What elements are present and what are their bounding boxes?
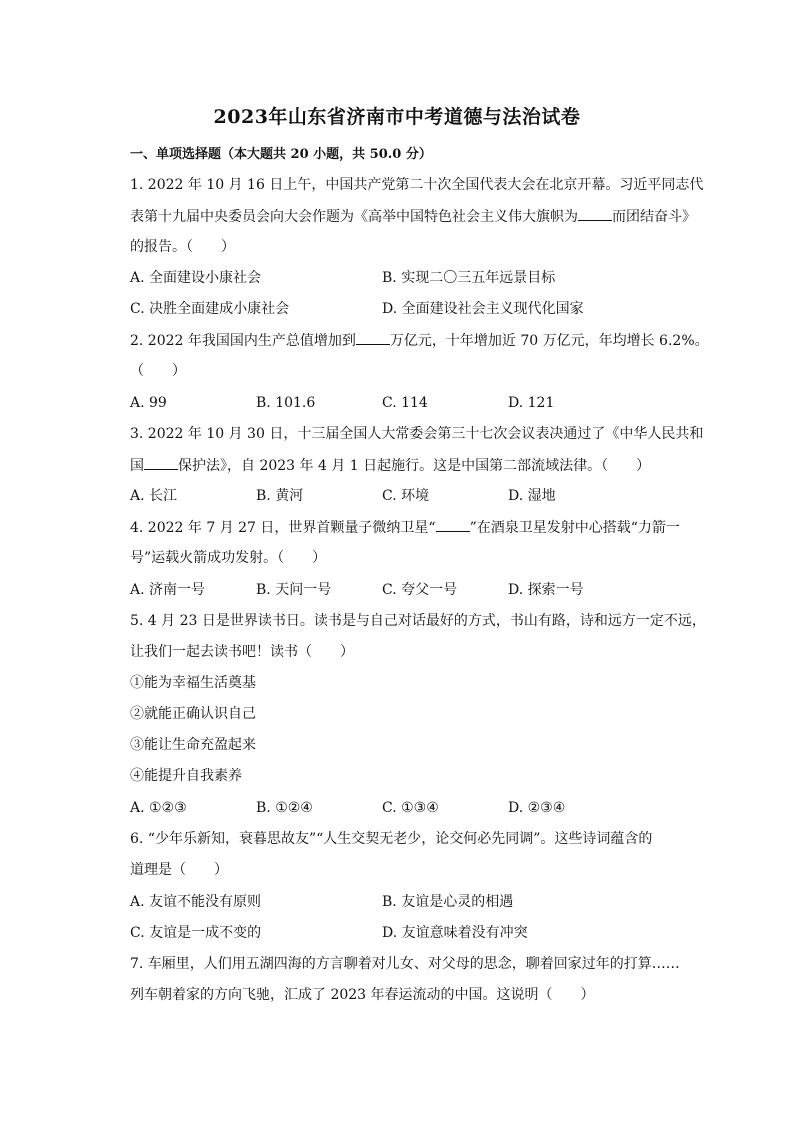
page-title: 2023年山东省济南市中考道德与法治试卷 — [213, 106, 581, 128]
q2-stem-text-b: 万亿元，十年增加近 70 万亿元，年均增长 6.2%。 — [389, 333, 709, 349]
q3-blank — [144, 455, 178, 470]
q5-stem-line1: 5. 4 月 23 日是世界读书日。读书是与自己对话最好的方式，书山有路，诗和远方一定不远， — [130, 613, 706, 629]
q1-stem-text-b: 而团结奋斗》 — [612, 209, 696, 225]
q3-option-c: C. 环境 — [382, 488, 430, 504]
q2-stem-text-a: 2. 2022 年我国国内生产总值增加到 — [130, 333, 356, 349]
q1-option-b: B. 实现二〇三五年远景目标 — [382, 270, 556, 286]
q5-stem-line2: 让我们一起去读书吧！读书（ ） — [130, 644, 354, 660]
q4-option-b: B. 天问一号 — [256, 582, 332, 598]
q1-stem-line2 — [130, 206, 696, 227]
q5-item-4: ④能提升自我素养 — [130, 768, 242, 784]
q2-option-b: B. 101.6 — [256, 395, 316, 411]
q4-stem-line1 — [130, 517, 680, 538]
q5-item-2: ②就能正确认识自己 — [130, 706, 256, 722]
q6-option-a: A. 友谊不能没有原则 — [130, 894, 262, 910]
q1-stem-line3: 的报告。（ ） — [130, 239, 235, 255]
q4-option-d: D. 探索一号 — [508, 582, 584, 598]
q3-stem-line2 — [130, 455, 650, 476]
q5-option-c: C. ①③④ — [382, 800, 439, 816]
q3-option-a: A. 长江 — [130, 488, 178, 504]
q5-item-3: ③能让生命充盈起来 — [130, 737, 256, 753]
q4-stem-text-b: ”在酒泉卫星发射中心搭载“力箭一 — [469, 520, 680, 536]
q3-stem-line1: 3. 2022 年 10 月 30 日，十三届全国人大常委会第三十七次会议表决通过了《中华人民共和 — [130, 426, 704, 442]
q2-option-d: D. 121 — [508, 395, 555, 411]
q2-blank — [356, 330, 390, 345]
q2-option-a: A. 99 — [130, 395, 167, 411]
q6-stem-line2: 道理是（ ） — [130, 862, 228, 878]
section-heading: 一、单项选择题（本大题共 20 小题，共 50.0 分） — [130, 147, 432, 162]
q5-option-a: A. ①②③ — [130, 800, 187, 816]
q4-blank — [436, 517, 470, 532]
q1-stem-text-a: 表第十九届中央委员会向大会作题为《高举中国特色社会主义伟大旗帜为 — [130, 209, 578, 225]
q6-option-c: C. 友谊是一成不变的 — [130, 925, 262, 941]
q1-blank — [578, 206, 612, 221]
q5-item-1: ①能为幸福生活奠基 — [130, 675, 256, 691]
q7-stem-line1: 7. 车厢里，人们用五湖四海的方言聊着对儿女、对父母的思念，聊着回家过年的打算…… — [130, 956, 680, 972]
q2-stem-line2: （ ） — [130, 363, 186, 379]
q3-stem-text-b: 保护法》，自 2023 年 4 月 1 日起施行。这是中国第二部流域法律。（ ） — [178, 458, 651, 474]
q4-stem-text-a: 4. 2022 年 7 月 27 日，世界首颗量子微纳卫星“ — [130, 520, 436, 536]
q1-option-d: D. 全面建设社会主义现代化国家 — [382, 301, 584, 317]
q3-stem-text-a: 国 — [130, 458, 144, 474]
q6-option-b: B. 友谊是心灵的相遇 — [382, 894, 514, 910]
q7-stem-line2: 列车朝着家的方向飞驰，汇成了 2023 年春运流动的中国。这说明（ ） — [130, 987, 595, 1003]
q1-option-a: A. 全面建设小康社会 — [130, 270, 262, 286]
q3-option-d: D. 湿地 — [508, 488, 556, 504]
q6-option-d: D. 友谊意味着没有冲突 — [382, 925, 528, 941]
q5-option-d: D. ②③④ — [508, 800, 566, 816]
q4-option-c: C. 夸父一号 — [382, 582, 458, 598]
q3-option-b: B. 黄河 — [256, 488, 304, 504]
q1-option-c: C. 决胜全面建成小康社会 — [130, 301, 290, 317]
q2-stem-line1 — [130, 330, 709, 351]
q1-stem-line1: 1. 2022 年 10 月 16 日上午，中国共产党第二十次全国代表大会在北京开幕。习近平同志代 — [130, 177, 704, 193]
q5-option-b: B. ①②④ — [256, 800, 313, 816]
q4-stem-line2: 号”运载火箭成功发射。（ ） — [130, 550, 327, 566]
q4-option-a: A. 济南一号 — [130, 582, 206, 598]
q2-option-c: C. 114 — [382, 395, 428, 411]
q6-stem-line1: 6. “少年乐新知，衰暮思故友”“人生交契无老少，论交何必先同调”。这些诗词蕴含的 — [130, 831, 653, 847]
